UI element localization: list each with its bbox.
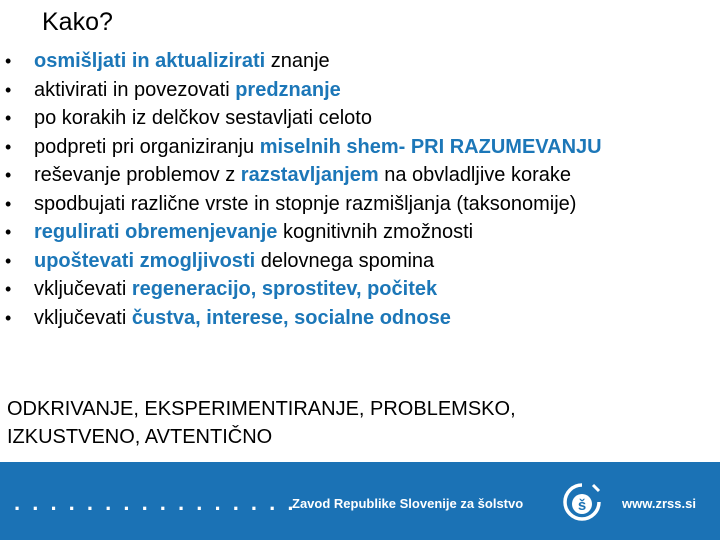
- bullet-item: [0, 190, 720, 219]
- footer-dots: . . . . . . . . . . . . . . . .: [14, 490, 297, 515]
- bullet-text: na obvladljive korake: [378, 164, 571, 186]
- bullet-dot-icon: •: [5, 250, 12, 271]
- bullet-item: [0, 76, 720, 105]
- bullet-dot-icon: •: [5, 79, 12, 100]
- bullet-highlight-text: osmišljati in aktualizirati: [34, 50, 266, 72]
- bullet-text: aktivirati in povezovati: [34, 78, 236, 101]
- bullet-text: spodbujati različne vrste in stopnje razmišljanja (taksonomije): [34, 192, 577, 215]
- footer-url: www.zrss.si: [622, 496, 696, 511]
- svg-text:š: š: [577, 497, 587, 514]
- footer-bar: [0, 462, 720, 540]
- bullet-item: [0, 161, 720, 190]
- bullet-item: [0, 304, 720, 333]
- conclusion-line-1: ODKRIVANJE, EKSPERIMENTIRANJE, PROBLEMSKO,: [7, 398, 516, 420]
- bullet-text: vključevati: [34, 306, 132, 329]
- bullet-list: [0, 47, 720, 332]
- bullet-dot-icon: •: [5, 165, 12, 185]
- bullet-text: vključevati: [34, 278, 132, 300]
- bullet-dot-icon: •: [5, 193, 12, 214]
- bullet-dot-icon: •: [5, 108, 12, 128]
- bullet-highlight-text: upoštevati zmogljivosti: [34, 249, 256, 272]
- bullet-dot-icon: •: [5, 51, 12, 71]
- bullet-dot-icon: •: [5, 307, 12, 328]
- bullet-item: [0, 218, 720, 247]
- bullet-text: reševanje problemov z: [34, 164, 241, 186]
- bullet-highlight-text: regulirati obremenjevanje: [34, 221, 278, 243]
- bullet-item: [0, 104, 720, 133]
- bullet-item: [0, 47, 720, 76]
- bullet-item: [0, 275, 720, 304]
- conclusion-text: [7, 395, 717, 451]
- bullet-text: po korakih iz delčkov sestavljati celoto: [34, 107, 372, 129]
- bullet-dot-icon: •: [5, 222, 12, 242]
- bullet-highlight-text: miselnih shem- PRI RAZUMEVANJU: [259, 135, 602, 158]
- bullet-dot-icon: •: [5, 279, 12, 299]
- bullet-highlight-text: čustva, interese, socialne odnose: [131, 306, 451, 329]
- slide-title: Kako?: [42, 8, 113, 36]
- bullet-highlight-text: predznanje: [235, 78, 341, 101]
- bullet-item: [0, 247, 720, 276]
- bullet-text: delovnega spomina: [255, 249, 435, 272]
- bullet-text: kognitivnih zmožnosti: [277, 221, 474, 243]
- bullet-item: [0, 133, 720, 162]
- footer-organization: Zavod Republike Slovenije za šolstvo: [292, 496, 524, 511]
- bullet-highlight-text: razstavljanjem: [240, 164, 379, 186]
- bullet-text: znanje: [265, 50, 330, 72]
- bullet-dot-icon: •: [5, 136, 12, 157]
- zrss-logo-icon: [562, 482, 602, 524]
- bullet-highlight-text: regeneracijo, sprostitev, počitek: [131, 278, 438, 300]
- bullet-text: podpreti pri organiziranju: [34, 135, 260, 158]
- conclusion-line-2: IZKUSTVENO, AVTENTIČNO: [7, 426, 273, 448]
